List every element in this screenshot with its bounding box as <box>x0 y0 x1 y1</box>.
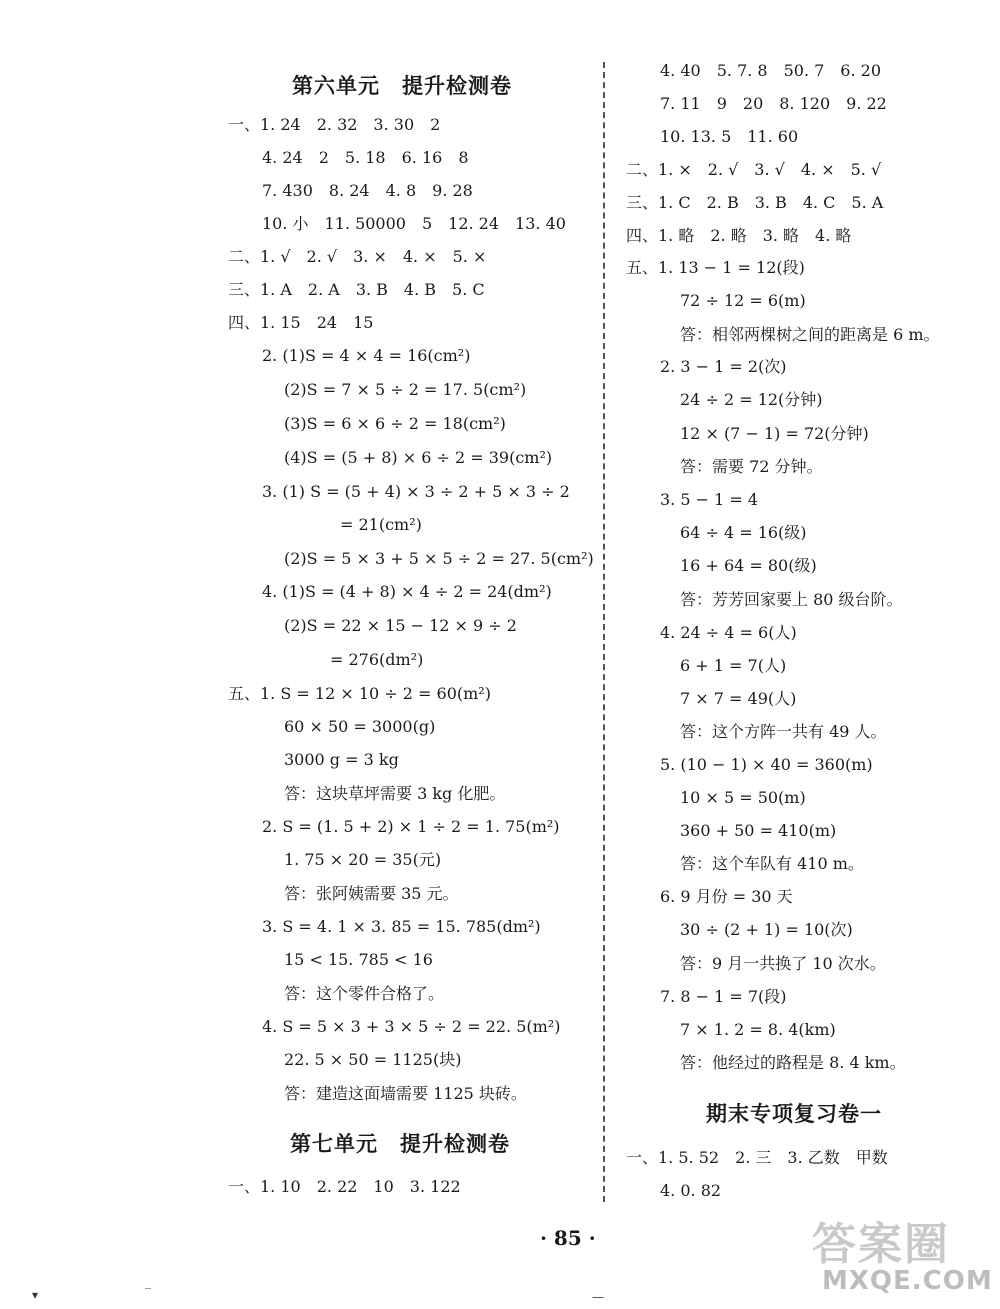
answer-line: 答：9 月一共换了 10 次水。 <box>680 954 886 973</box>
answer-line: 360 + 50 = 410(m) <box>680 821 837 840</box>
answer-line: 答：张阿姨需要 35 元。 <box>284 884 459 903</box>
scan-mark: ‾ <box>145 1286 151 1300</box>
page-number: · 85 · <box>540 1226 596 1250</box>
answer-line: 4. 24 ÷ 4 = 6(人) <box>660 623 797 642</box>
answer-line: 7. 11 9 20 8. 120 9. 22 <box>660 94 887 113</box>
answer-line: 15 < 15. 785 < 16 <box>284 950 433 969</box>
answer-line: 2. 3 − 1 = 2(次) <box>660 357 787 376</box>
answer-line: 四、1. 略 2. 略 3. 略 4. 略 <box>626 226 852 245</box>
answer-line: (2)S = 22 × 15 − 12 × 9 ÷ 2 <box>284 616 517 635</box>
answer-line: 答：他经过的路程是 8. 4 km。 <box>680 1053 906 1072</box>
answer-line: 答：需要 72 分钟。 <box>680 457 823 476</box>
answer-line: 二、1. √ 2. √ 3. × 4. × 5. × <box>228 247 487 266</box>
answer-line: 五、1. 13 − 1 = 12(段) <box>626 258 805 277</box>
answer-line: 三、1. C 2. B 3. B 4. C 5. A <box>626 193 884 212</box>
answer-line: 24 ÷ 2 = 12(分钟) <box>680 390 823 409</box>
answer-line: 10 × 5 = 50(m) <box>680 788 806 807</box>
answer-line: 16 + 64 = 80(级) <box>680 556 817 575</box>
watermark-main-text: 答案圈 <box>812 1219 950 1270</box>
answer-line: 4. 40 5. 7. 8 50. 7 6. 20 <box>660 61 882 80</box>
answer-line: 30 ÷ (2 + 1) = 10(次) <box>680 920 853 939</box>
answer-line: 22. 5 × 50 = 1125(块) <box>284 1050 462 1069</box>
answer-line: 3. S = 4. 1 × 3. 85 = 15. 785(dm²) <box>262 917 541 936</box>
answer-line: 一、1. 10 2. 22 10 3. 122 <box>228 1177 461 1196</box>
answer-line: 三、1. A 2. A 3. B 4. B 5. C <box>228 280 485 299</box>
answer-line: 一、1. 5. 52 2. 三 3. 乙数 甲数 <box>626 1148 888 1167</box>
answer-line: 10. 小 11. 50000 5 12. 24 13. 40 <box>262 214 566 233</box>
answer-line: 五、1. S = 12 × 10 ÷ 2 = 60(m²) <box>228 684 491 703</box>
answer-line: 60 × 50 = 3000(g) <box>284 717 436 736</box>
answer-line: 答：这个车队有 410 m。 <box>680 854 864 873</box>
answer-line: 二、1. × 2. √ 3. √ 4. × 5. √ <box>626 160 882 179</box>
answer-line: 2. S = (1. 5 + 2) × 1 ÷ 2 = 1. 75(m²) <box>262 817 560 836</box>
answer-line: 7 × 7 = 49(人) <box>680 689 797 708</box>
final-review-title: 期末专项复习卷一 <box>706 1102 882 1126</box>
answer-line: 答：这个方阵一共有 49 人。 <box>680 722 887 741</box>
answer-line: 7. 430 8. 24 4. 8 9. 28 <box>262 181 473 200</box>
answer-line: 2. (1)S = 4 × 4 = 16(cm²) <box>262 346 471 365</box>
answer-line: (3)S = 6 × 6 ÷ 2 = 18(cm²) <box>284 414 506 433</box>
answer-line: 答：建造这面墙需要 1125 块砖。 <box>284 1084 527 1103</box>
answer-line: 4. 0. 82 <box>660 1181 722 1200</box>
answer-line: 一、1. 24 2. 32 3. 30 2 <box>228 115 441 134</box>
scan-mark: — <box>592 1290 604 1304</box>
answer-line: 答：这个零件合格了。 <box>284 984 445 1003</box>
answer-line: = 276(dm²) <box>330 650 424 669</box>
answer-line: (2)S = 7 × 5 ÷ 2 = 17. 5(cm²) <box>284 380 527 399</box>
answer-line: 4. S = 5 × 3 + 3 × 5 ÷ 2 = 22. 5(m²) <box>262 1017 561 1036</box>
answer-line: 3. (1) S = (5 + 4) × 3 ÷ 2 + 5 × 3 ÷ 2 <box>262 482 570 501</box>
column-divider <box>603 62 605 1202</box>
answer-line: 4. 24 2 5. 18 6. 16 8 <box>262 148 469 167</box>
answer-line: 3. 5 − 1 = 4 <box>660 490 759 509</box>
answer-line: 7. 8 − 1 = 7(段) <box>660 987 787 1006</box>
answer-line: 答：相邻两棵树之间的距离是 6 m。 <box>680 325 940 344</box>
scan-mark: ▾ <box>32 1288 39 1302</box>
unit7-title: 第七单元 提升检测卷 <box>290 1132 510 1156</box>
answer-line: 4. (1)S = (4 + 8) × 4 ÷ 2 = 24(dm²) <box>262 582 552 601</box>
answer-line: (4)S = (5 + 8) × 6 ÷ 2 = 39(cm²) <box>284 448 553 467</box>
answer-line: 6 + 1 = 7(人) <box>680 656 787 675</box>
answer-line: 答：芳芳回家要上 80 级台阶。 <box>680 590 903 609</box>
answer-line: = 21(cm²) <box>340 515 422 534</box>
answer-line: 64 ÷ 4 = 16(级) <box>680 523 807 542</box>
answer-line: 1. 75 × 20 = 35(元) <box>284 850 442 869</box>
answer-line: 四、1. 15 24 15 <box>228 313 374 332</box>
answer-line: 72 ÷ 12 = 6(m) <box>680 291 806 310</box>
watermark-url-text: MXQE.COM <box>822 1266 993 1296</box>
unit6-title: 第六单元 提升检测卷 <box>292 74 512 98</box>
answer-line: 5. (10 − 1) × 40 = 360(m) <box>660 755 873 774</box>
answer-line: (2)S = 5 × 3 + 5 × 5 ÷ 2 = 27. 5(cm²) <box>284 549 594 568</box>
watermark-logo <box>812 1208 992 1303</box>
answer-line: 7 × 1. 2 = 8. 4(km) <box>680 1020 836 1039</box>
answer-line: 12 × (7 − 1) = 72(分钟) <box>680 424 869 443</box>
answer-line: 6. 9 月份 = 30 天 <box>660 887 793 906</box>
answer-line: 3000 g = 3 kg <box>284 750 399 769</box>
answer-line: 10. 13. 5 11. 60 <box>660 127 799 146</box>
answer-line: 答：这块草坪需要 3 kg 化肥。 <box>284 784 506 803</box>
